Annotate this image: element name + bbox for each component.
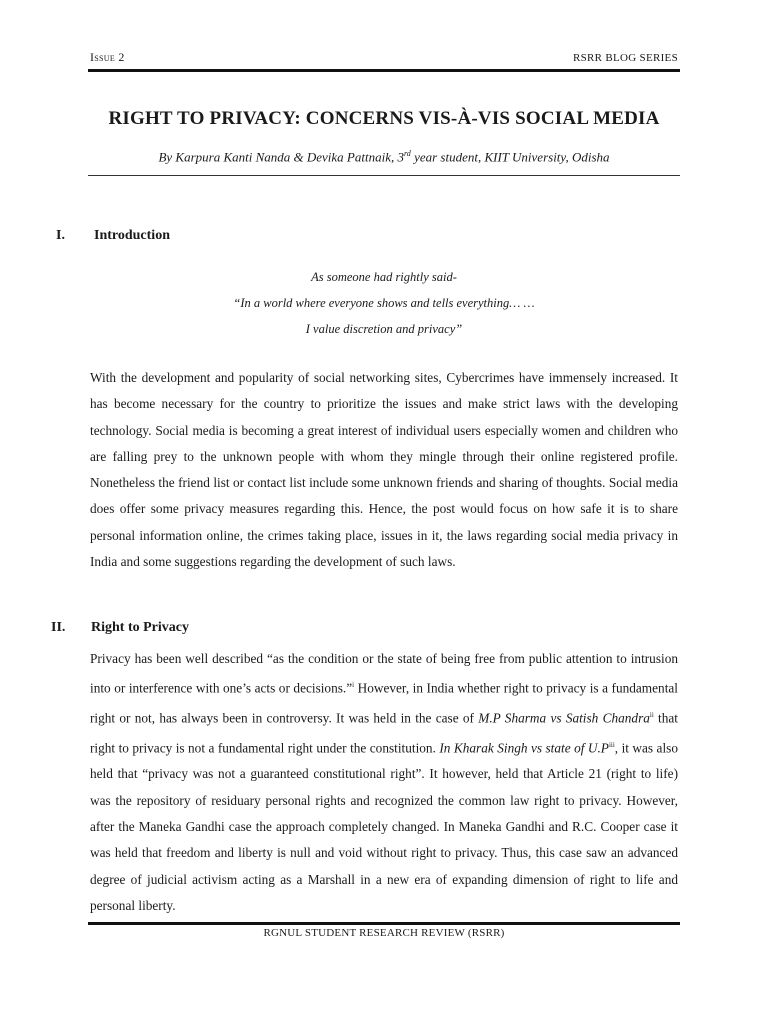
quote-line: I value discretion and privacy” bbox=[305, 322, 463, 336]
header-divider bbox=[88, 69, 680, 72]
paragraph-text: Privacy has been well described “as the condition or the state of being free from public attention to intrusion into or interference with one’s acts or decisions.” bbox=[90, 651, 678, 696]
author-byline bbox=[88, 149, 680, 165]
footer-divider bbox=[88, 922, 680, 925]
right-to-privacy-paragraph bbox=[90, 646, 678, 919]
section-title: Introduction bbox=[94, 228, 170, 243]
byline-prefix: By Karpura Kanti Nanda & Devika Pattnaik, 3 bbox=[158, 149, 404, 165]
footnote-marker: ii bbox=[649, 711, 654, 720]
page-footer: RGNUL STUDENT RESEARCH REVIEW (RSRR) bbox=[263, 927, 505, 939]
article-title: RIGHT TO PRIVACY: CONCERNS VIS-À-VIS SOCIAL MEDIA bbox=[108, 108, 660, 129]
section-number: II. bbox=[51, 620, 66, 635]
footnote-marker: iii bbox=[608, 740, 615, 749]
paragraph-text: However, in India whether right to privacy is a fundamental right or not, has always been in controversy. It was held in the case of bbox=[90, 680, 678, 726]
footnote-marker: i bbox=[352, 681, 355, 690]
epigraph-quote bbox=[88, 264, 680, 342]
byline-suffix: year student, KIIT University, Odisha bbox=[410, 149, 610, 165]
section-number: I. bbox=[56, 228, 65, 243]
issue-label: Issue 2 bbox=[90, 50, 125, 64]
quote-line: As someone had rightly said- bbox=[311, 270, 457, 284]
byline-superscript: rd bbox=[403, 149, 411, 158]
section-heading-introduction bbox=[56, 228, 170, 244]
section-heading-right-to-privacy bbox=[51, 620, 189, 636]
page-header bbox=[90, 50, 678, 65]
series-label: RSRR BLOG SERIES bbox=[572, 52, 678, 64]
introduction-paragraph: With the development and popularity of social networking sites, Cybercrimes have immensely increased. It has become necessary for the country to prioritize the issues and make strict laws with the developing technology. Social media is becoming a great interest of individual users especially women and children who are falling prey to the unknown people with whom they mingle through their online registered profile. Nonetheless the friend list or contact list include some unknown friends and sharing of thoughts. Social media does offer some privacy measures regarding this. Hence, the post would focus on how safe it is to share personal information online, the crimes taking place, issues in it, the laws regarding social media privacy in India and some suggestions regarding the development of such laws. bbox=[90, 370, 678, 570]
case-citation: In Kharak Singh vs state of U.P bbox=[439, 740, 609, 756]
byline-divider bbox=[88, 175, 680, 176]
paragraph-text: that right to privacy is not a fundamental right under the constitution. bbox=[90, 710, 678, 756]
quote-line: “In a world where everyone shows and tells everything… … bbox=[233, 296, 535, 310]
case-citation: M.P Sharma vs Satish Chandra bbox=[478, 710, 650, 726]
paragraph-text: , it was also held that “privacy was not a guaranteed constitutional right”. It however, held that Article 21 (right to life) was the repository of residuary personal rights and recognized the common law right to privacy. However, after the Maneka Gandhi case the approach completely changed. In Maneka Gandhi and R.C. Cooper case it was held that freedom and liberty is null and void without right to privacy. Thus, this case saw an advanced degree of judicial activism acting as a Marshall in a new era of expanding dimension of right to life and personal liberty. bbox=[90, 740, 678, 913]
section-title: Right to Privacy bbox=[91, 620, 189, 635]
